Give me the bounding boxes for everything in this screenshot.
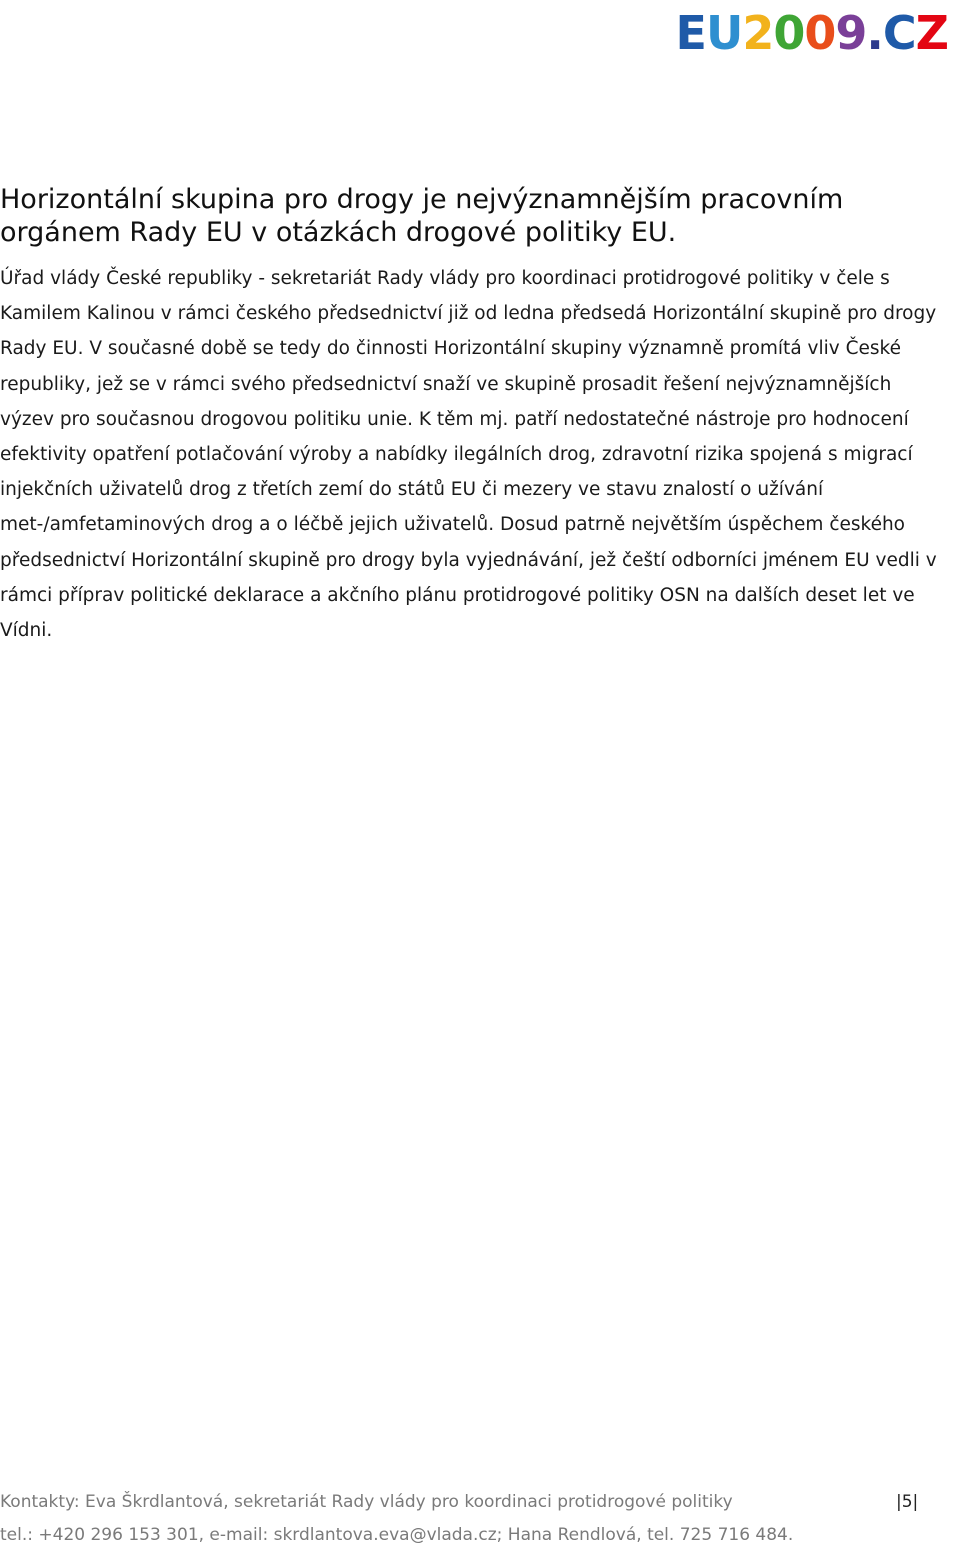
logo-letter: 9 xyxy=(835,6,867,60)
footer-phone-email-line xyxy=(0,1519,960,1552)
footer-contacts-text: Kontakty: Eva Škrdlantová, sekretariát Rady vlády pro koordinaci protidrogové politiky xyxy=(0,1492,733,1512)
logo-letter: 0 xyxy=(773,6,805,60)
article-heading: Horizontální skupina pro drogy je nejvýznamnějším pracovním orgánem Rady EU v otázkách drogové politiky EU. xyxy=(0,184,844,248)
footer-contacts-line xyxy=(0,1486,960,1519)
logo-letter: Z xyxy=(915,6,948,60)
page-number: |5| xyxy=(896,1492,919,1512)
page-footer xyxy=(0,1486,960,1552)
logo-letter: 2 xyxy=(742,6,774,60)
article-paragraph: Úřad vlády České republiky - sekretariát Rady vlády pro koordinaci protidrogové politiky v čele s Kamilem Kalinou v rámci českého předsednictví již od ledna předsedá Horizontální skupině pro drogy Rady EU. V současné době se tedy do činnosti Horizontální skupiny významně promítá vliv České republiky, jež se v rámci svého předsednictví snaží ve skupině prosadit řešení nejvýznamnějších výzev pro současnou drogovou politiku unie. K těm mj. patří nedostatečné nástroje pro hodnocení efektivity opatření potlačování výroby a nabídky ilegálních drog, zdravotní rizika spojená s migrací injekčních uživatelů drog z třetích zemí do států EU či mezery ve stavu znalostí o užívání met-/amfetaminových drog a o léčbě jejich uživatelů. Dosud patrně největším úspěchem českého předsednictví Horizontální skupině pro drogy byla vyjednávání, jež čeští odborníci jménem EU vedli v rámci příprav politické deklarace a akčního plánu protidrogové politiky OSN na dalších deset let ve Vídni. xyxy=(0,268,937,642)
logo-letter: 0 xyxy=(804,6,836,60)
svg-text:EU2009.CZ xyxy=(676,6,948,60)
logo-letter: . xyxy=(866,6,883,60)
logo-letter: U xyxy=(705,6,743,60)
eu2009-logo xyxy=(675,6,948,60)
logo-letter: C xyxy=(882,6,916,60)
footer-phone-email-text: tel.: +420 296 153 301, e-mail: skrdlantova.eva@vlada.cz; Hana Rendlová, tel. 725 716 484. xyxy=(0,1525,794,1545)
logo-letter: E xyxy=(675,6,706,60)
eu2009-logo-icon xyxy=(675,6,948,60)
